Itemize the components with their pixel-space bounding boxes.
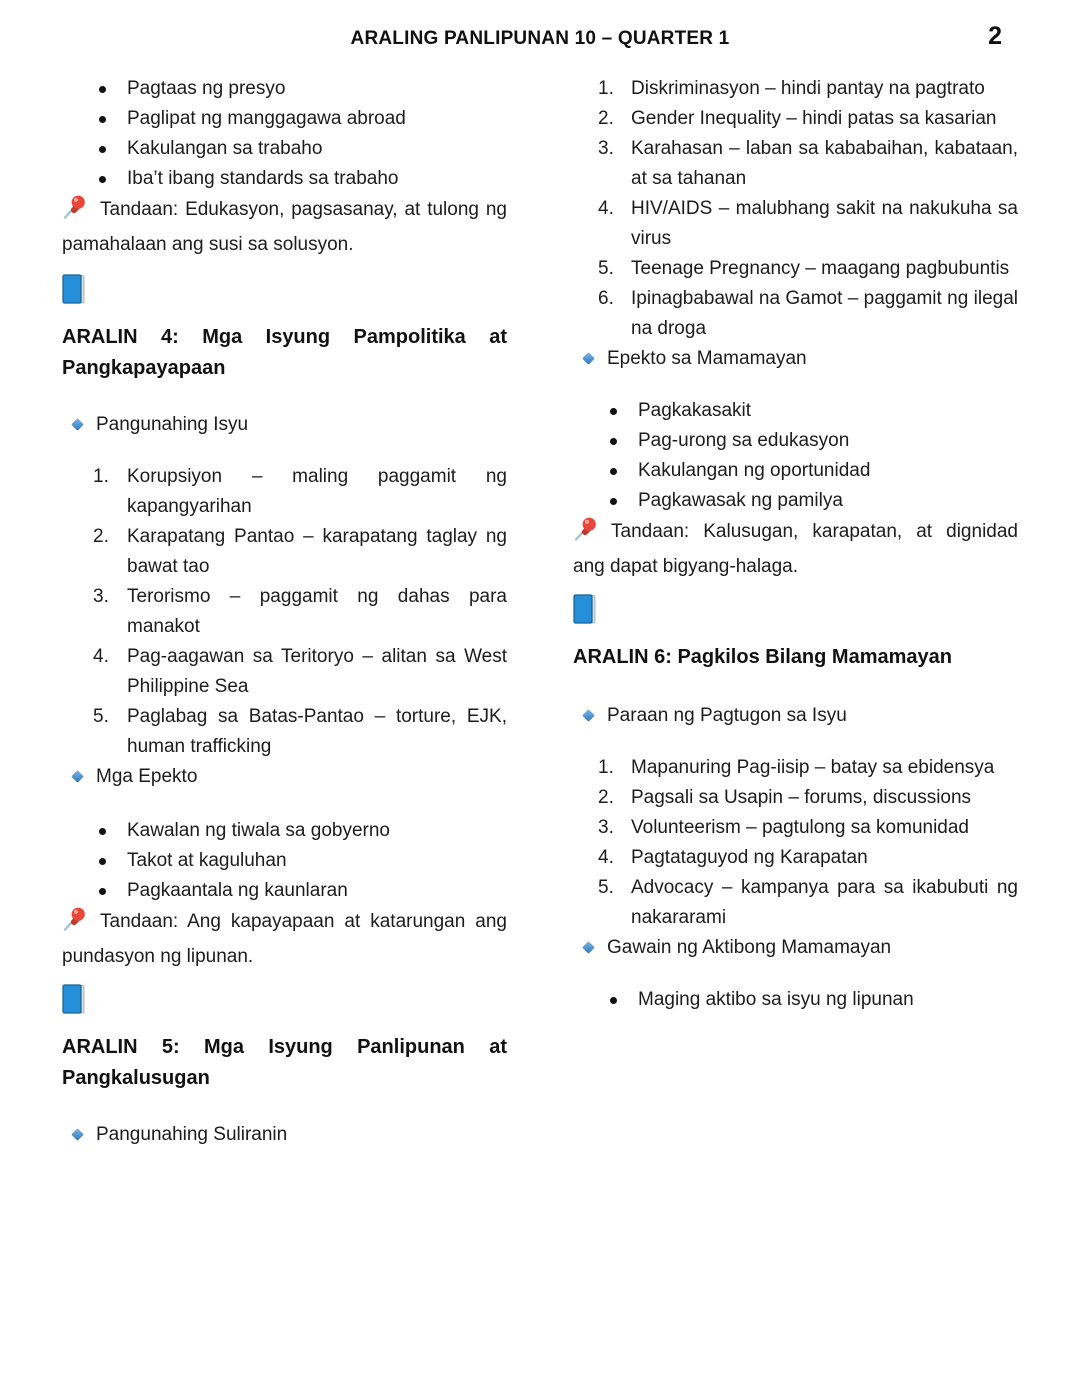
list-item: Karahasan – laban sa kababaihan, kabataan, at sa tahanan bbox=[631, 138, 1018, 189]
section-divider bbox=[62, 986, 507, 1018]
aralin-5-heading: ARALIN 5: Mga Isyung Panlipunan at Pangkalusugan bbox=[62, 1036, 507, 1089]
subsection-title-gawain-aktibong-mamamayan bbox=[573, 933, 1018, 963]
list-item: Pagtataguyod ng Karapatan bbox=[631, 847, 868, 868]
subsection-title-epekto-sa-mamamayan bbox=[573, 344, 1018, 374]
list-item: Takot at kaguluhan bbox=[62, 846, 507, 876]
aralin-6-heading: ARALIN 6: Pagkilos Bilang Mamamayan bbox=[573, 646, 952, 668]
mga-epekto-list bbox=[62, 816, 507, 906]
pangunahing-isyu-list bbox=[62, 462, 507, 762]
note-paragraph bbox=[573, 516, 1018, 582]
list-item: Karapatang Pantao – karapatang taglay ng bawat tao bbox=[127, 526, 507, 577]
list-item: Kakulangan ng oportunidad bbox=[573, 456, 1018, 486]
list-item: Korupsiyon – maling paggamit ng kapangyarihan bbox=[127, 466, 507, 517]
pushpin-icon bbox=[62, 194, 88, 230]
list-item: Volunteerism – pagtulong sa komunidad bbox=[631, 817, 970, 838]
list-item: Ipinagbabawal na Gamot – paggamit ng ilegal na droga bbox=[631, 288, 1018, 339]
list-item: Advocacy – kampanya para sa ikabubuti ng nakararami bbox=[631, 877, 1018, 928]
list-item: Pag-aagawan sa Teritoryo – alitan sa West Philippine Sea bbox=[127, 646, 507, 697]
subsection-label: Pangunahing Suliranin bbox=[96, 1124, 288, 1145]
subsection-label: Pangunahing Isyu bbox=[96, 414, 249, 435]
epekto-sa-mamamayan-list bbox=[573, 396, 1018, 516]
subsection-label: Paraan ng Pagtugon sa Isyu bbox=[607, 705, 847, 726]
gawain-list bbox=[573, 985, 1018, 1015]
two-column-layout bbox=[62, 74, 1018, 1150]
list-item: Maging aktibo sa isyu ng lipunan bbox=[573, 985, 1018, 1015]
pushpin-icon bbox=[573, 516, 599, 552]
paraan-ng-pagtugon-list bbox=[573, 753, 1018, 933]
list-item: Diskriminasyon – hindi pantay na pagtrato bbox=[631, 78, 985, 99]
note-paragraph bbox=[62, 194, 507, 260]
aralin-4-heading: ARALIN 4: Mga Isyung Pampolitika at Pangkapayapaan bbox=[62, 326, 507, 379]
list-item: Mapanuring Pag-iisip – batay sa ebidensya bbox=[631, 757, 995, 778]
blue-book-icon bbox=[62, 984, 87, 1020]
list-item: Terorismo – paggamit ng dahas para manakot bbox=[127, 586, 507, 637]
list-item: Kakulangan sa trabaho bbox=[62, 134, 507, 164]
list-item: Gender Inequality – hindi patas sa kasarian bbox=[631, 108, 997, 129]
subsection-title-paraan-ng-pagtugon bbox=[573, 701, 1018, 731]
list-item: Pagtaas ng presyo bbox=[62, 74, 507, 104]
list-item: Iba’t ibang standards sa trabaho bbox=[62, 164, 507, 194]
subsection-label: Gawain ng Aktibong Mamamayan bbox=[607, 937, 892, 958]
note-paragraph bbox=[62, 906, 507, 972]
note-text: Tandaan: Ang kapayapaan at katarungan ang pundasyon ng lipunan. bbox=[62, 911, 507, 967]
list-item: Pagkaantala ng kaunlaran bbox=[62, 876, 507, 906]
pangunahing-suliranin-list bbox=[573, 74, 1018, 344]
list-item: Pagsali sa Usapin – forums, discussions bbox=[631, 787, 972, 808]
subsection-label: Mga Epekto bbox=[96, 766, 198, 787]
list-item: Pag-urong sa edukasyon bbox=[573, 426, 1018, 456]
subsection-title-pangunahing-suliranin bbox=[62, 1120, 507, 1150]
left-column bbox=[62, 74, 507, 1150]
subsection-title-pangunahing-isyu bbox=[62, 410, 507, 440]
intro-bullet-list bbox=[62, 74, 507, 194]
list-item: Pagkakasakit bbox=[573, 396, 1018, 426]
blue-book-icon bbox=[62, 274, 87, 310]
section-divider bbox=[62, 276, 507, 308]
pushpin-icon bbox=[62, 906, 88, 942]
page-number: 2 bbox=[988, 22, 1002, 50]
list-item: Teenage Pregnancy – maagang pagbubuntis bbox=[631, 258, 1010, 279]
subsection-title-mga-epekto bbox=[62, 762, 507, 792]
list-item: Paglabag sa Batas-Pantao – torture, EJK, human trafficking bbox=[127, 706, 507, 757]
list-item: Pagkawasak ng pamilya bbox=[573, 486, 1018, 516]
right-column bbox=[573, 74, 1018, 1150]
list-item: Paglipat ng manggagawa abroad bbox=[62, 104, 507, 134]
list-item: Kawalan ng tiwala sa gobyerno bbox=[62, 816, 507, 846]
blue-book-icon bbox=[573, 594, 598, 630]
section-divider bbox=[573, 596, 1018, 628]
page-title: ARALING PANLIPUNAN 10 – QUARTER 1 bbox=[350, 28, 730, 49]
note-text: Tandaan: Kalusugan, karapatan, at dignidad ang dapat bigyang-halaga. bbox=[573, 521, 1018, 577]
note-text: Tandaan: Edukasyon, pagsasanay, at tulong ng pamahalaan ang susi sa solusyon. bbox=[62, 199, 507, 255]
subsection-label: Epekto sa Mamamayan bbox=[607, 348, 807, 369]
list-item: HIV/AIDS – malubhang sakit na nakukuha sa virus bbox=[631, 198, 1018, 249]
